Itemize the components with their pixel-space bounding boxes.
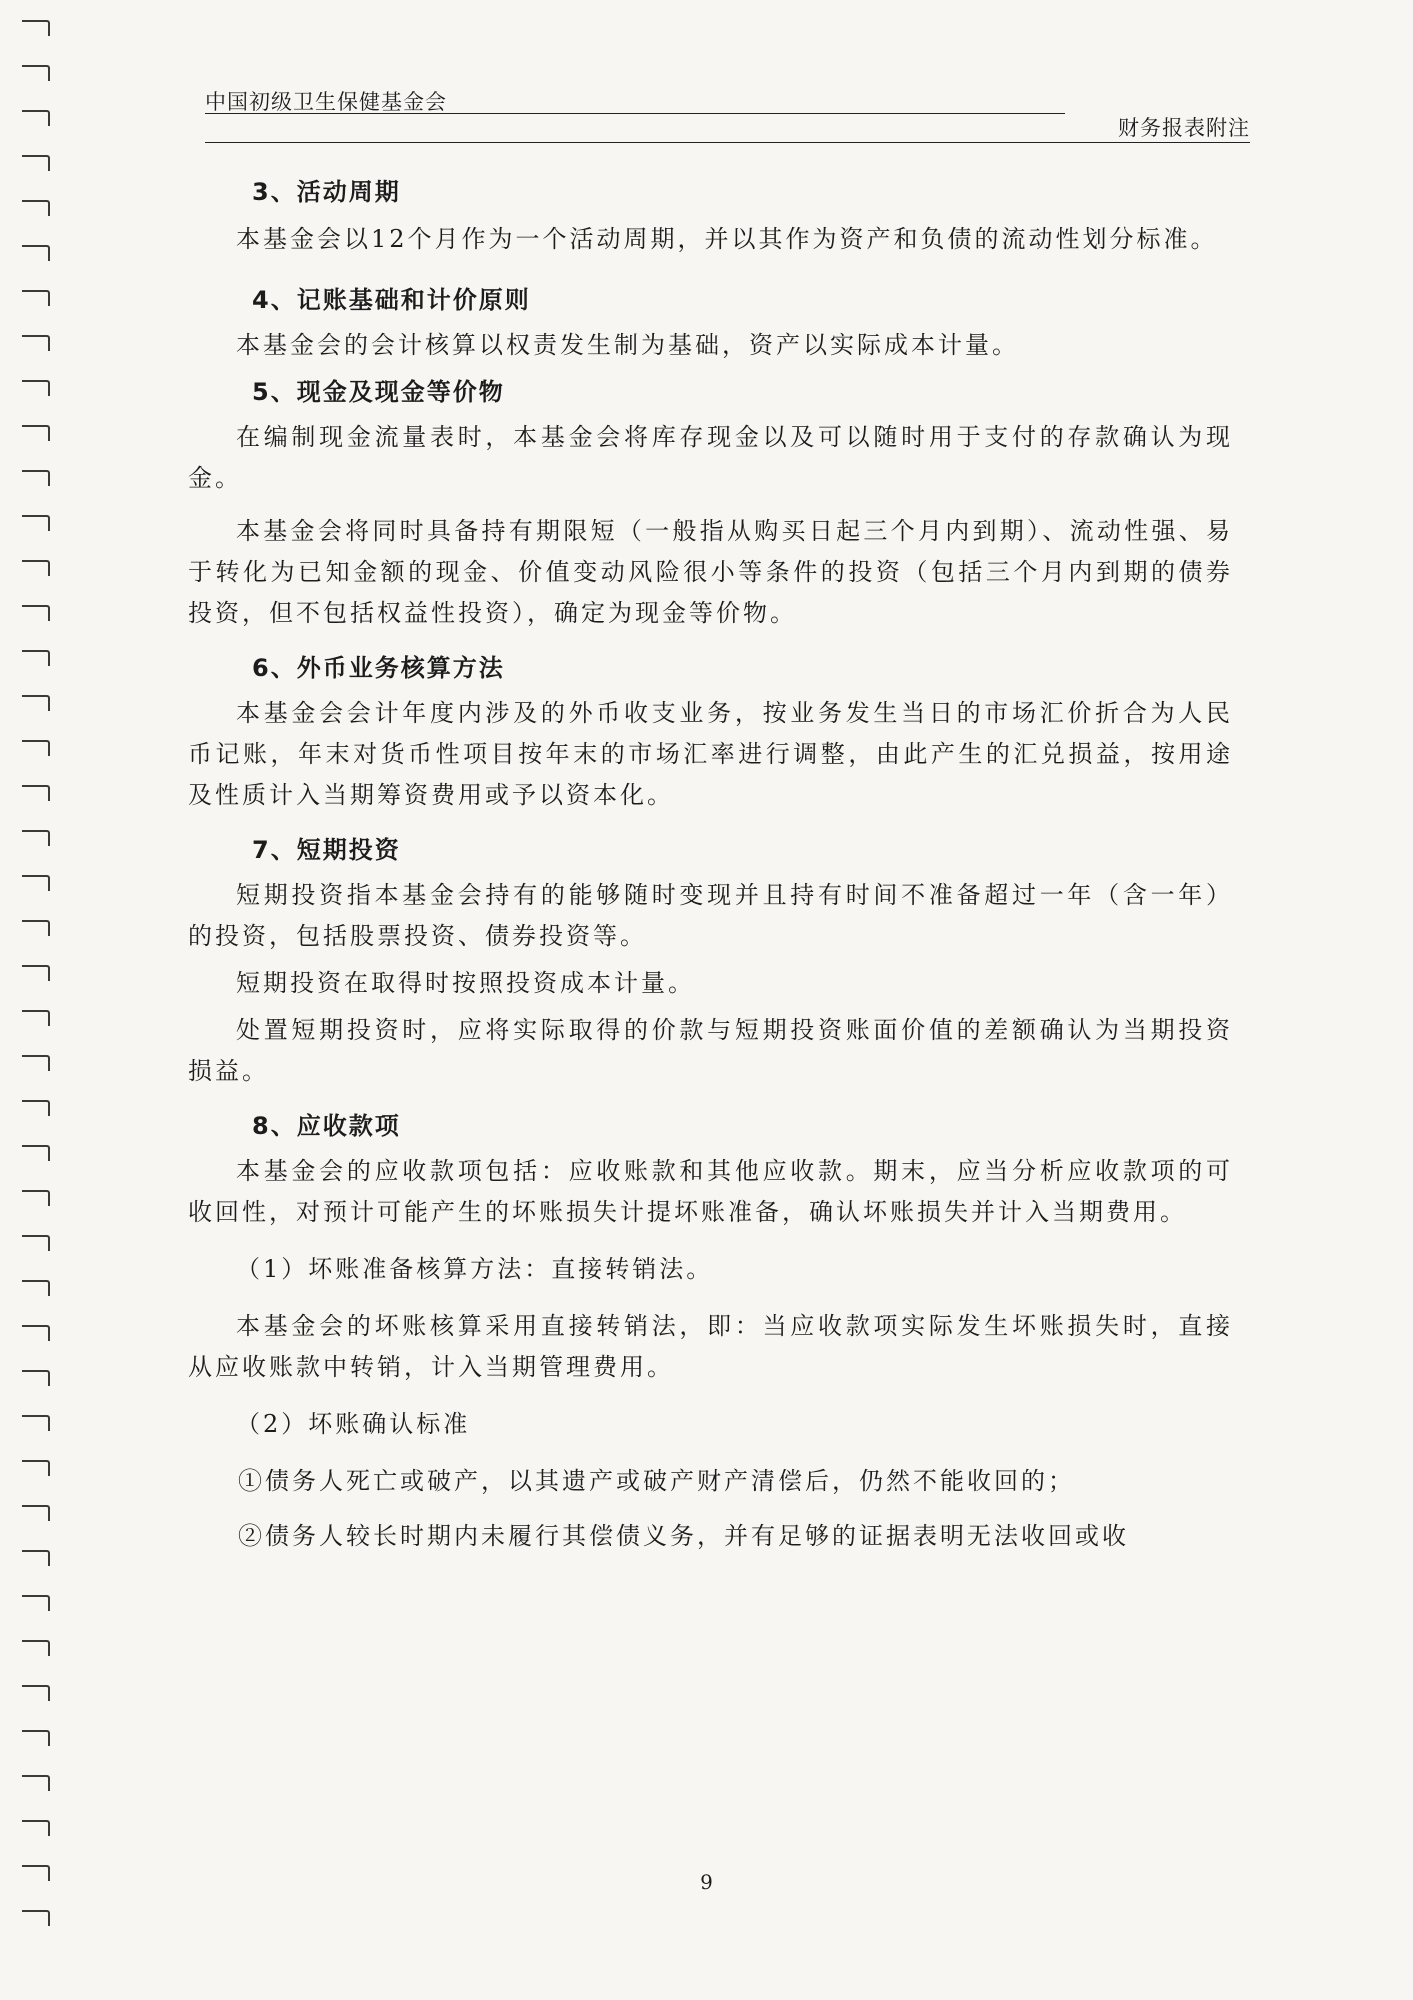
section-paragraph: 短期投资指本基金会持有的能够随时变现并且持有时间不准备超过一年（含一年）的投资，包括股票投资、债券投资等。	[188, 881, 1233, 950]
section-heading: 3、活动周期	[252, 178, 401, 206]
binding-hole-mark	[22, 155, 50, 171]
section-cash-equivalents	[188, 372, 1233, 634]
binding-hole-mark	[22, 1370, 50, 1386]
binding-hole-mark	[22, 1775, 50, 1791]
binding-hole-mark	[22, 1685, 50, 1701]
binding-hole-mark	[22, 920, 50, 936]
header-organization: 中国初级卫生保健基金会	[205, 90, 447, 114]
binding-hole-mark	[22, 695, 50, 711]
binding-hole-mark	[22, 380, 50, 396]
binding-hole-mark	[22, 1505, 50, 1521]
section-paragraph: 本基金会的应收款项包括：应收账款和其他应收款。期末，应当分析应收款项的可收回性，对预计可能产生的坏账损失计提坏账准备，确认坏账损失并计入当期费用。	[188, 1157, 1233, 1226]
section-paragraph: 短期投资在取得时按照投资成本计量。	[236, 969, 695, 997]
binding-hole-mark	[22, 1550, 50, 1566]
binding-hole-mark	[22, 470, 50, 486]
binding-hole-mark	[22, 1640, 50, 1656]
binding-hole-mark	[22, 1325, 50, 1341]
binding-hole-mark	[22, 1460, 50, 1476]
section-heading: 6、外币业务核算方法	[252, 654, 505, 682]
binding-hole-mark	[22, 110, 50, 126]
binding-hole-mark	[22, 1100, 50, 1116]
section-paragraph: 处置短期投资时，应将实际取得的价款与短期投资账面价值的差额确认为当期投资损益。	[188, 1016, 1233, 1085]
binding-hole-mark	[22, 1730, 50, 1746]
binding-hole-mark	[22, 1820, 50, 1836]
section-foreign-currency	[188, 648, 1233, 816]
binding-hole-mark	[22, 785, 50, 801]
binding-hole-mark	[22, 560, 50, 576]
binding-hole-mark	[22, 740, 50, 756]
binding-hole-mark	[22, 20, 50, 36]
section-subheading: （2）坏账确认标准	[236, 1410, 471, 1438]
section-receivables	[188, 1106, 1233, 1557]
section-heading: 5、现金及现金等价物	[252, 378, 505, 406]
binding-hole-mark	[22, 650, 50, 666]
section-heading: 7、短期投资	[252, 836, 401, 864]
section-short-term-investment	[188, 830, 1233, 1092]
section-activity-period	[188, 172, 1233, 260]
header-rule	[205, 142, 1250, 143]
binding-hole-mark	[22, 425, 50, 441]
section-subheading: （1）坏账准备核算方法：直接转销法。	[236, 1255, 714, 1283]
binding-hole-mark	[22, 1010, 50, 1026]
list-item: ①债务人死亡或破产，以其遗产或破产财产清偿后，仍然不能收回的；	[238, 1467, 1075, 1495]
section-accounting-basis	[188, 280, 1233, 366]
binding-hole-mark	[22, 1910, 50, 1926]
binding-hole-mark	[22, 65, 50, 81]
binding-hole-mark	[22, 290, 50, 306]
section-paragraph: 本基金会将同时具备持有期限短（一般指从购买日起三个月内到期）、流动性强、易于转化为已知金额的现金、价值变动风险很小等条件的投资（包括三个月内到期的债券投资，但不包括权益性投资），确定为现金等价物。	[188, 517, 1233, 627]
binding-hole-mark	[22, 200, 50, 216]
section-heading: 4、记账基础和计价原则	[252, 286, 531, 314]
binding-hole-mark	[22, 875, 50, 891]
binding-hole-mark	[22, 1280, 50, 1296]
binding-hole-mark	[22, 1235, 50, 1251]
binding-holes	[22, 0, 62, 2000]
binding-hole-mark	[22, 605, 50, 621]
binding-hole-mark	[22, 245, 50, 261]
binding-hole-mark	[22, 830, 50, 846]
section-paragraph: 本基金会的会计核算以权责发生制为基础，资产以实际成本计量。	[236, 331, 1019, 359]
binding-hole-mark	[22, 335, 50, 351]
header-rule	[205, 113, 1065, 114]
page-header	[205, 80, 1250, 142]
section-paragraph: 在编制现金流量表时，本基金会将库存现金以及可以随时用于支付的存款确认为现金。	[188, 423, 1233, 492]
binding-hole-mark	[22, 1595, 50, 1611]
binding-hole-mark	[22, 1055, 50, 1071]
section-paragraph: 本基金会会计年度内涉及的外币收支业务，按业务发生当日的市场汇价折合为人民币记账，年末对货币性项目按年末的市场汇率进行调整，由此产生的汇兑损益，按用途及性质计入当期筹资费用或予以资本化。	[188, 699, 1233, 809]
page-number: 9	[700, 1870, 713, 1894]
list-item: ②债务人较长时期内未履行其偿债义务，并有足够的证据表明无法收回或收	[238, 1522, 1129, 1550]
binding-hole-mark	[22, 515, 50, 531]
section-paragraph: 本基金会以12个月作为一个活动周期，并以其作为资产和负债的流动性划分标准。	[236, 225, 1218, 253]
binding-hole-mark	[22, 1415, 50, 1431]
binding-hole-mark	[22, 965, 50, 981]
section-paragraph: 本基金会的坏账核算采用直接转销法，即：当应收款项实际发生坏账损失时，直接从应收账款中转销，计入当期管理费用。	[188, 1312, 1233, 1381]
binding-hole-mark	[22, 1190, 50, 1206]
section-heading: 8、应收款项	[252, 1112, 401, 1140]
binding-hole-mark	[22, 1145, 50, 1161]
document-body	[188, 158, 1233, 1557]
header-section: 财务报表附注	[1118, 116, 1250, 140]
